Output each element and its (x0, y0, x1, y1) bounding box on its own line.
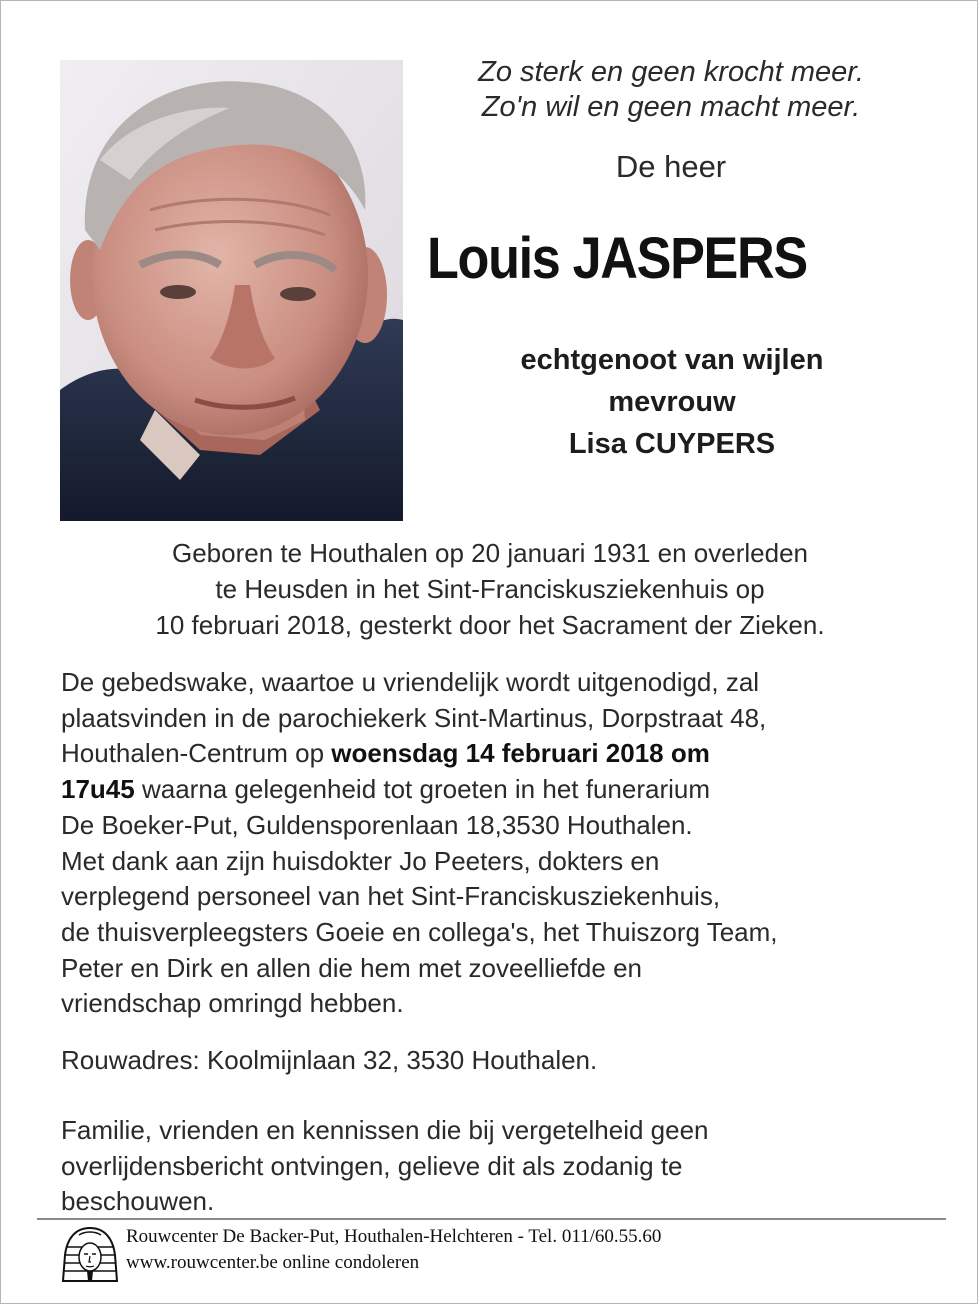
vigil-paragraph (61, 665, 941, 1022)
vigil-time: 17u45 (61, 774, 135, 805)
spouse-line-2: mevrouw (608, 386, 736, 418)
vigil-line-9: Peter en Dirk en allen die hem met zoveelliefde en (61, 952, 642, 983)
vigil-line-6: Met dank aan zijn huisdokter Jo Peeters, dokters en (61, 845, 660, 876)
quote (431, 55, 911, 125)
spouse-line-1: echtgenoot van wijlen (520, 344, 824, 376)
pharaoh-logo-icon (61, 1225, 119, 1287)
footer-divider (37, 1218, 946, 1220)
vigil-line-7: verplegend personeel van het Sint-Franciskusziekenhuis, (61, 881, 721, 912)
vigil-line-2: plaatsvinden in de parochiekerk Sint-Martinus, Dorpstraat 48, (61, 702, 767, 733)
title-prefix: De heer (615, 149, 727, 184)
footer (126, 1224, 661, 1276)
birth-line-3: 10 februari 2018, gesterkt door het Sacrament der Zieken. (155, 610, 825, 640)
footer-line-2: www.rouwcenter.be online condoleren (126, 1252, 420, 1273)
vigil-line-8: de thuisverpleegsters Goeie en collega's, het Thuiszorg Team, (61, 916, 778, 947)
family-line-3: beschouwen. (61, 1186, 215, 1217)
vigil-line-4-rest: waarna gelegenheid tot groeten in het funerarium (134, 774, 711, 805)
vigil-line-1: De gebedswake, waartoe u vriendelijk wordt uitgenodigd, zal (61, 667, 760, 697)
birth-line-2: te Heusden in het Sint-Franciskusziekenhuis op (215, 574, 765, 604)
vigil-date: woensdag 14 februari 2018 om (331, 738, 710, 769)
vigil-line-3-prefix: Houthalen-Centrum op (61, 738, 332, 769)
family-note (61, 1113, 941, 1220)
footer-line-1: Rouwcenter De Backer-Put, Houthalen-Helchteren - Tel. 011/60.55.60 (126, 1226, 662, 1247)
spouse-line-3: Lisa CUYPERS (568, 428, 776, 460)
birth-death-block (41, 535, 939, 643)
vigil-line-4 (61, 772, 941, 808)
family-line-1: Familie, vrienden en kennissen die bij vergetelheid geen (61, 1115, 709, 1145)
quote-line-2: Zo'n wil en geen macht meer. (481, 91, 861, 123)
vigil-line-5: De Boeker-Put, Guldensporenlaan 18,3530 Houthalen. (61, 809, 693, 840)
deceased-name: Louis JASPERS (427, 226, 807, 291)
birth-line-1: Geboren te Houthalen op 20 januari 1931 en overleden (171, 538, 809, 568)
spouse-block (441, 339, 903, 465)
mourning-address: Rouwadres: Koolmijnlaan 32, 3530 Houthalen. (61, 1045, 598, 1075)
portrait-photo (60, 60, 403, 521)
quote-line-1: Zo sterk en geen krocht meer. (478, 56, 864, 88)
vigil-line-3 (61, 736, 941, 772)
vigil-line-10: vriendschap omringd hebben. (61, 988, 404, 1019)
family-line-2: overlijdensbericht ontvingen, gelieve dit als zodanig te (61, 1150, 683, 1181)
